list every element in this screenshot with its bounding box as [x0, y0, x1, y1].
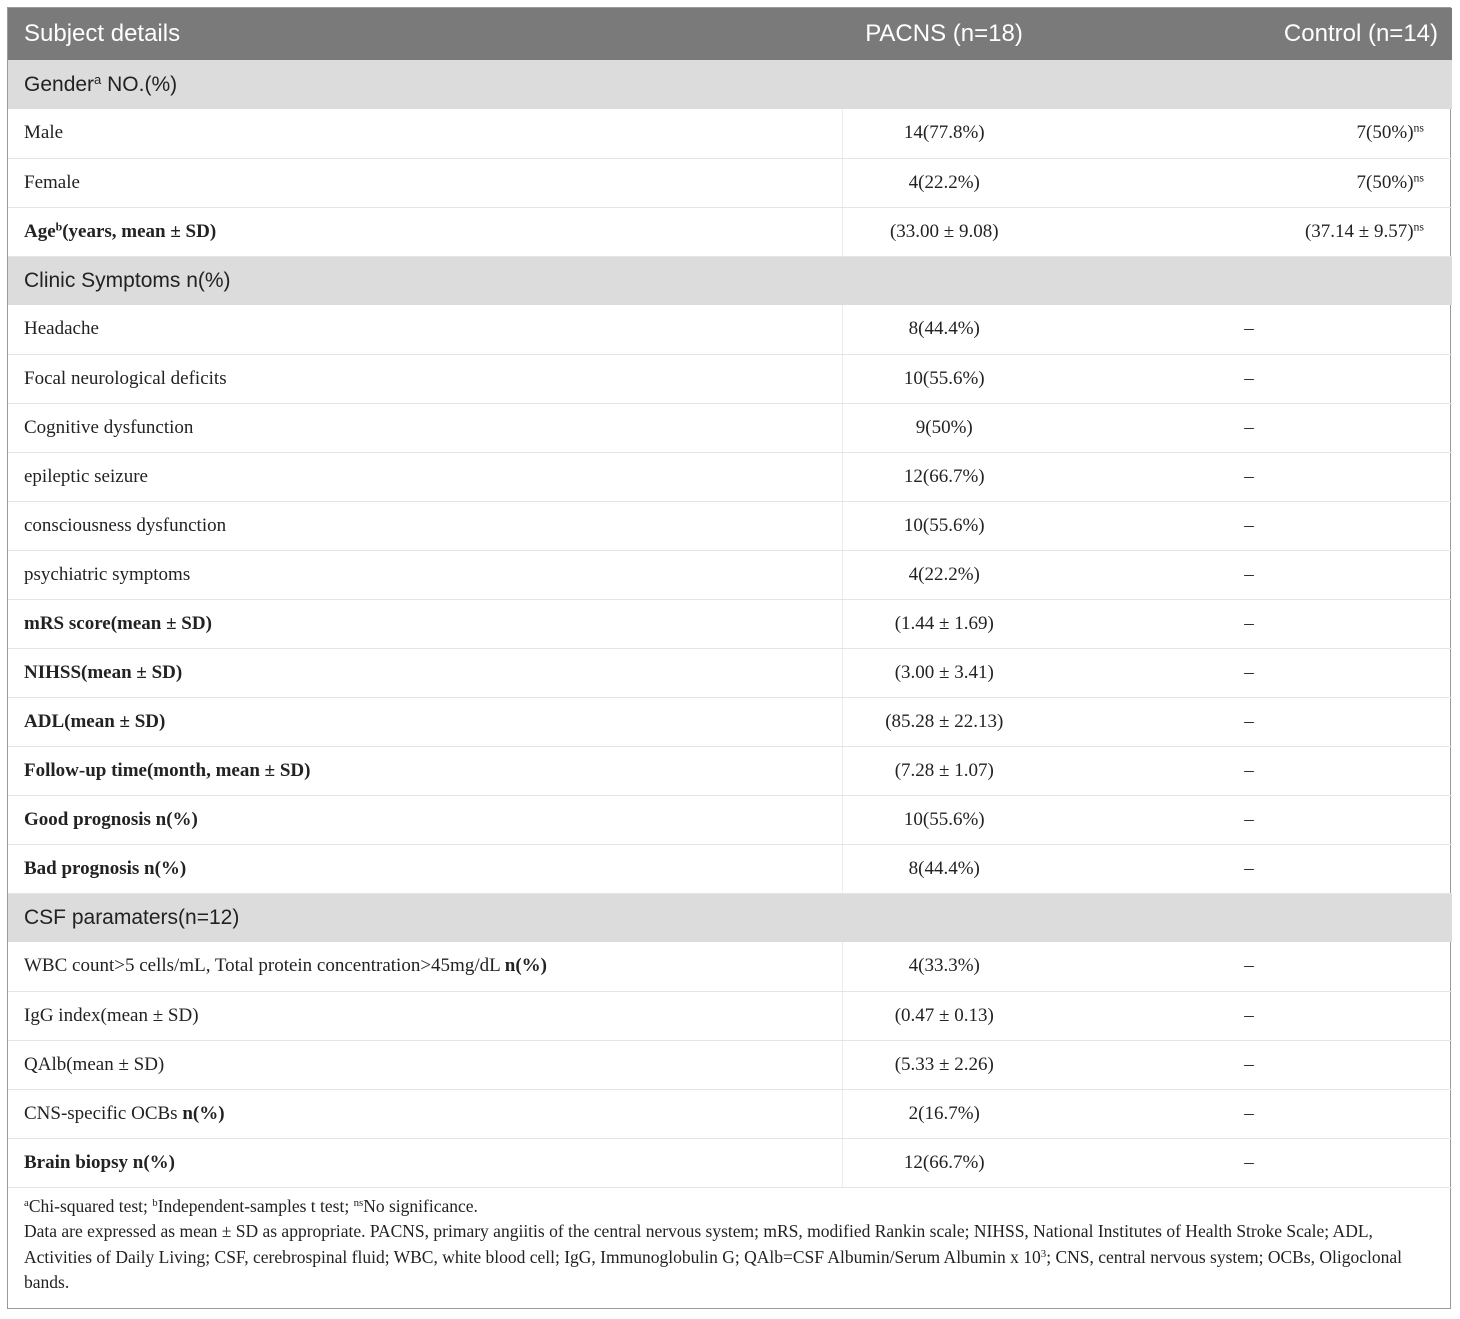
row-label: Female [8, 158, 842, 207]
table-row [8, 1089, 1452, 1138]
row-pacns-value: 4(22.2%) [842, 550, 1046, 599]
row-label: QAlb(mean ± SD) [8, 1040, 842, 1089]
table-row-female [8, 158, 1452, 207]
row-control-value: – [1046, 354, 1452, 403]
row-pacns-value: 10(55.6%) [842, 354, 1046, 403]
section-gender [8, 60, 1452, 109]
row-control-value: – [1046, 1138, 1452, 1187]
table-row [8, 550, 1452, 599]
row-label: Male [8, 109, 842, 158]
footnote-tests: $^a$Chi-squared test; $^b$Independent-samples t test; $^{ns}$No significance. [24, 1195, 478, 1216]
row-pacns-value: (33.00 ± 9.08) [842, 207, 1046, 256]
table-row [8, 942, 1452, 991]
row-label: consciousness dysfunction [8, 501, 842, 550]
row-control-value: – [1046, 403, 1452, 452]
table-row [8, 746, 1452, 795]
row-control-value: – [1046, 452, 1452, 501]
table-row [8, 403, 1452, 452]
row-control-value: – [1046, 795, 1452, 844]
row-control-value: $7(50\%)^{ns}$ [1046, 109, 1452, 158]
row-pacns-value: 4(33.3%) [842, 942, 1046, 991]
row-control-value: $(37.14 \pm 9.57)^{ns}$ [1046, 207, 1452, 256]
section-csf-label: CSF paramaters(n=12) [24, 905, 240, 929]
row-control-value: – [1046, 599, 1452, 648]
row-pacns-value: (1.44 ± 1.69) [842, 599, 1046, 648]
row-control-value: – [1046, 648, 1452, 697]
row-control-value: – [1046, 746, 1452, 795]
row-label: Bad prognosis n(%) [8, 844, 842, 893]
table-row [8, 305, 1452, 354]
row-control-value: – [1046, 697, 1452, 746]
row-pacns-value: (85.28 ± 22.13) [842, 697, 1046, 746]
row-pacns-value: 10(55.6%) [842, 795, 1046, 844]
row-label: IgG index(mean ± SD) [8, 991, 842, 1040]
footnote-abbreviations: Data are expressed as mean ± SD as appropriate. PACNS, primary angiitis of the central nervous system; mRS, modified Rankin scale; NIHSS, National Institutes of Health Stroke Scale; ADL, Activities of Daily Living; CSF, cerebrospinal fluid; WBC, white blood cell; IgG, Immunoglobulin G; QAlb=CSF Albumin/Serum Albumin x $10^3$; CNS, central nervous system; OCBs, Oligoclonal bands. [24, 1221, 1403, 1292]
row-label: WBC count>5 cells/mL, Total protein concentration>45mg/dL n(%) [8, 942, 842, 991]
row-pacns-value: 14(77.8%) [842, 109, 1046, 158]
row-pacns-value: (7.28 ± 1.07) [842, 746, 1046, 795]
row-pacns-value: 10(55.6%) [842, 501, 1046, 550]
table-row [8, 452, 1452, 501]
table-row [8, 795, 1452, 844]
section-gender-label: Gender$^a$ NO.(%) [24, 71, 178, 96]
row-pacns-value: (3.00 ± 3.41) [842, 648, 1046, 697]
row-label: Brain biopsy n(%) [8, 1138, 842, 1187]
section-clinic-symptoms [8, 256, 1452, 305]
row-label: Headache [8, 305, 842, 354]
row-label: Focal neurological deficits [8, 354, 842, 403]
table-row [8, 354, 1452, 403]
row-control-value: – [1046, 501, 1452, 550]
row-pacns-value: (0.47 ± 0.13) [842, 991, 1046, 1040]
row-pacns-value: 4(22.2%) [842, 158, 1046, 207]
row-control-value: – [1046, 550, 1452, 599]
row-control-value: $7(50\%)^{ns}$ [1046, 158, 1452, 207]
row-label: epileptic seizure [8, 452, 842, 501]
row-control-value: – [1046, 1089, 1452, 1138]
header-subject-details: Subject details [24, 20, 181, 47]
row-label: mRS score(mean ± SD) [8, 599, 842, 648]
row-control-value: – [1046, 991, 1452, 1040]
table-header [8, 8, 1452, 60]
row-control-value: – [1046, 942, 1452, 991]
row-label: Good prognosis n(%) [8, 795, 842, 844]
table-row [8, 991, 1452, 1040]
row-label: Age$^b$(years, mean ± SD) [8, 207, 842, 256]
row-control-value: – [1046, 1040, 1452, 1089]
row-pacns-value: 8(44.4%) [842, 305, 1046, 354]
row-pacns-value: 12(66.7%) [842, 1138, 1046, 1187]
row-label: Cognitive dysfunction [8, 403, 842, 452]
row-label: ADL(mean ± SD) [8, 697, 842, 746]
section-clinic-label: Clinic Symptoms n(%) [24, 268, 231, 292]
row-control-value: – [1046, 844, 1452, 893]
table-row [8, 1138, 1452, 1187]
table-row [8, 501, 1452, 550]
row-label: psychiatric symptoms [8, 550, 842, 599]
header-pacns: PACNS (n=18) [865, 20, 1023, 47]
row-label: CNS-specific OCBs n(%) [8, 1089, 842, 1138]
row-pacns-value: 12(66.7%) [842, 452, 1046, 501]
table-row-age [8, 207, 1452, 256]
row-pacns-value: 8(44.4%) [842, 844, 1046, 893]
table-row-male [8, 109, 1452, 158]
table-row [8, 599, 1452, 648]
section-csf-parameters [8, 893, 1452, 942]
row-pacns-value: 9(50%) [842, 403, 1046, 452]
row-label: NIHSS(mean ± SD) [8, 648, 842, 697]
subject-details-table [8, 8, 1452, 1188]
table-row [8, 1040, 1452, 1089]
table-row [8, 844, 1452, 893]
row-pacns-value: 2(16.7%) [842, 1089, 1046, 1138]
row-control-value: – [1046, 305, 1452, 354]
table-row [8, 648, 1452, 697]
row-label: Follow-up time(month, mean ± SD) [8, 746, 842, 795]
table-footnotes [8, 1188, 1450, 1296]
table-row [8, 697, 1452, 746]
header-control: Control (n=14) [1283, 20, 1438, 47]
table-frame [7, 7, 1451, 1309]
row-pacns-value: (5.33 ± 2.26) [842, 1040, 1046, 1089]
